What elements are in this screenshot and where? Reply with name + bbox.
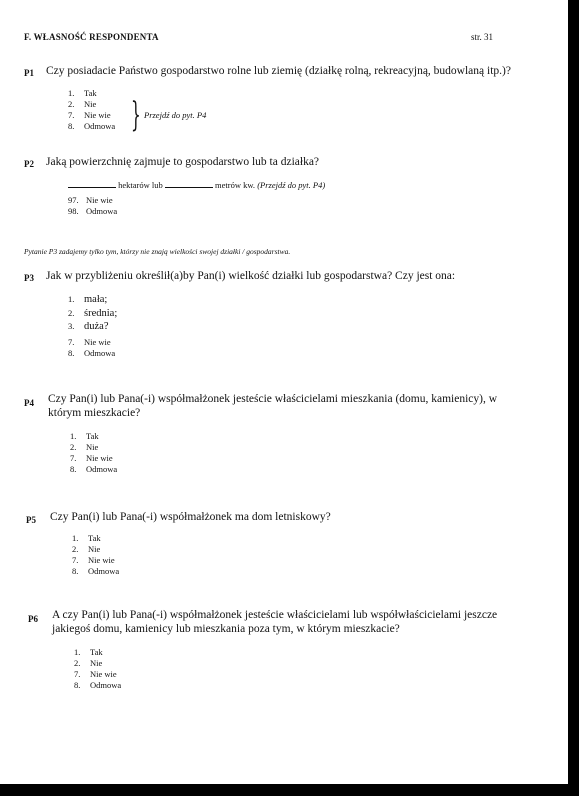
area-answer-line: hektarów lub metrów kw. (Przejdź do pyt. P4): [68, 179, 325, 190]
brace-icon: }: [131, 95, 141, 135]
question-number-p6: P6: [28, 614, 38, 624]
option-p4-7[interactable]: 7. Nie wie: [70, 453, 113, 463]
option-p6-8[interactable]: 8. Odmowa: [74, 680, 122, 690]
option-p3-8[interactable]: 8. Odmowa: [68, 348, 116, 358]
option-p4-2[interactable]: 2. Nie: [70, 442, 99, 452]
question-number-p1: P1: [24, 68, 34, 78]
question-number-p2: P2: [24, 159, 34, 169]
options-p3: [68, 293, 117, 334]
options-p4: [70, 431, 117, 475]
question-text-p1: Czy posiadacie Państwo gospodarstwo rolne lub ziemię (działkę rolną, rekreacyjną, budowlaną itp.)?: [46, 65, 511, 77]
option-p4-8[interactable]: 8. Odmowa: [70, 464, 118, 474]
option-p1-2[interactable]: 2. Nie: [68, 99, 97, 109]
question-text-p6: A czy Pan(i) lub Pana(-i) współmałżonek jesteście właścicielami lub współwłaścicielami jeszcze jakiegoś domu, kamienicy lub mieszkania poza tym, w którym mieszkacie?: [52, 609, 498, 635]
hectares-blank[interactable]: [68, 179, 116, 188]
options-p3-refusal: [68, 337, 115, 359]
option-p2-97[interactable]: 97. Nie wie: [68, 195, 113, 205]
option-p1-7[interactable]: 7. Nie wie: [68, 110, 111, 120]
option-p6-1[interactable]: 1. Tak: [74, 647, 103, 657]
page-number: str. 31: [471, 32, 494, 42]
option-p5-2[interactable]: 2. Nie: [72, 544, 101, 554]
option-p4-1[interactable]: 1. Tak: [70, 431, 99, 441]
option-p2-98[interactable]: 98. Odmowa: [68, 206, 118, 216]
question-text-p5: Czy Pan(i) lub Pana(-i) współmałżonek ma dom letniskowy?: [50, 511, 331, 523]
question-number-p4: P4: [24, 398, 34, 408]
question-number-p5: P5: [26, 515, 36, 525]
options-p2: [68, 195, 117, 217]
option-p3-1[interactable]: 1. mała;: [68, 294, 108, 305]
option-p6-2[interactable]: 2. Nie: [74, 658, 103, 668]
question-text-p3: Jak w przybliżeniu określił(a)by Pan(i) wielkość działki lub gospodarstwa? Czy jest ona:: [46, 270, 456, 282]
options-p5: [72, 533, 119, 577]
option-p5-1[interactable]: 1. Tak: [72, 533, 101, 543]
option-p6-7[interactable]: 7. Nie wie: [74, 669, 117, 679]
options-p1: [68, 88, 115, 132]
option-p3-3[interactable]: 3. duża?: [68, 321, 109, 332]
square-meters-blank[interactable]: [165, 179, 213, 188]
option-p5-8[interactable]: 8. Odmowa: [72, 566, 120, 576]
option-p3-7[interactable]: 7. Nie wie: [68, 337, 111, 347]
question-number-p3: P3: [24, 273, 34, 283]
option-p1-8[interactable]: 8. Odmowa: [68, 121, 116, 131]
option-p3-2[interactable]: 2. średnia;: [68, 307, 118, 319]
question-text-p4: Czy Pan(i) lub Pana(-i) współmałżonek jesteście właścicielami mieszkania (domu, kamienicy), w którym mieszkacie?: [48, 393, 497, 419]
options-p6: [74, 647, 121, 691]
option-p1-1[interactable]: 1. Tak: [68, 88, 97, 98]
question-text-p2: Jaką powierzchnię zajmuje to gospodarstwo lub ta działka?: [46, 156, 320, 168]
option-p5-7[interactable]: 7. Nie wie: [72, 555, 115, 565]
section-title: F. WŁASNOŚĆ RESPONDENTA: [24, 32, 159, 42]
skip-note-p1: Przejdź do pyt. P4: [144, 110, 207, 120]
filter-instruction: Pytanie P3 zadajemy tylko tym, którzy nie znają wielkości swojej działki / gospodarstwa.: [24, 247, 291, 256]
